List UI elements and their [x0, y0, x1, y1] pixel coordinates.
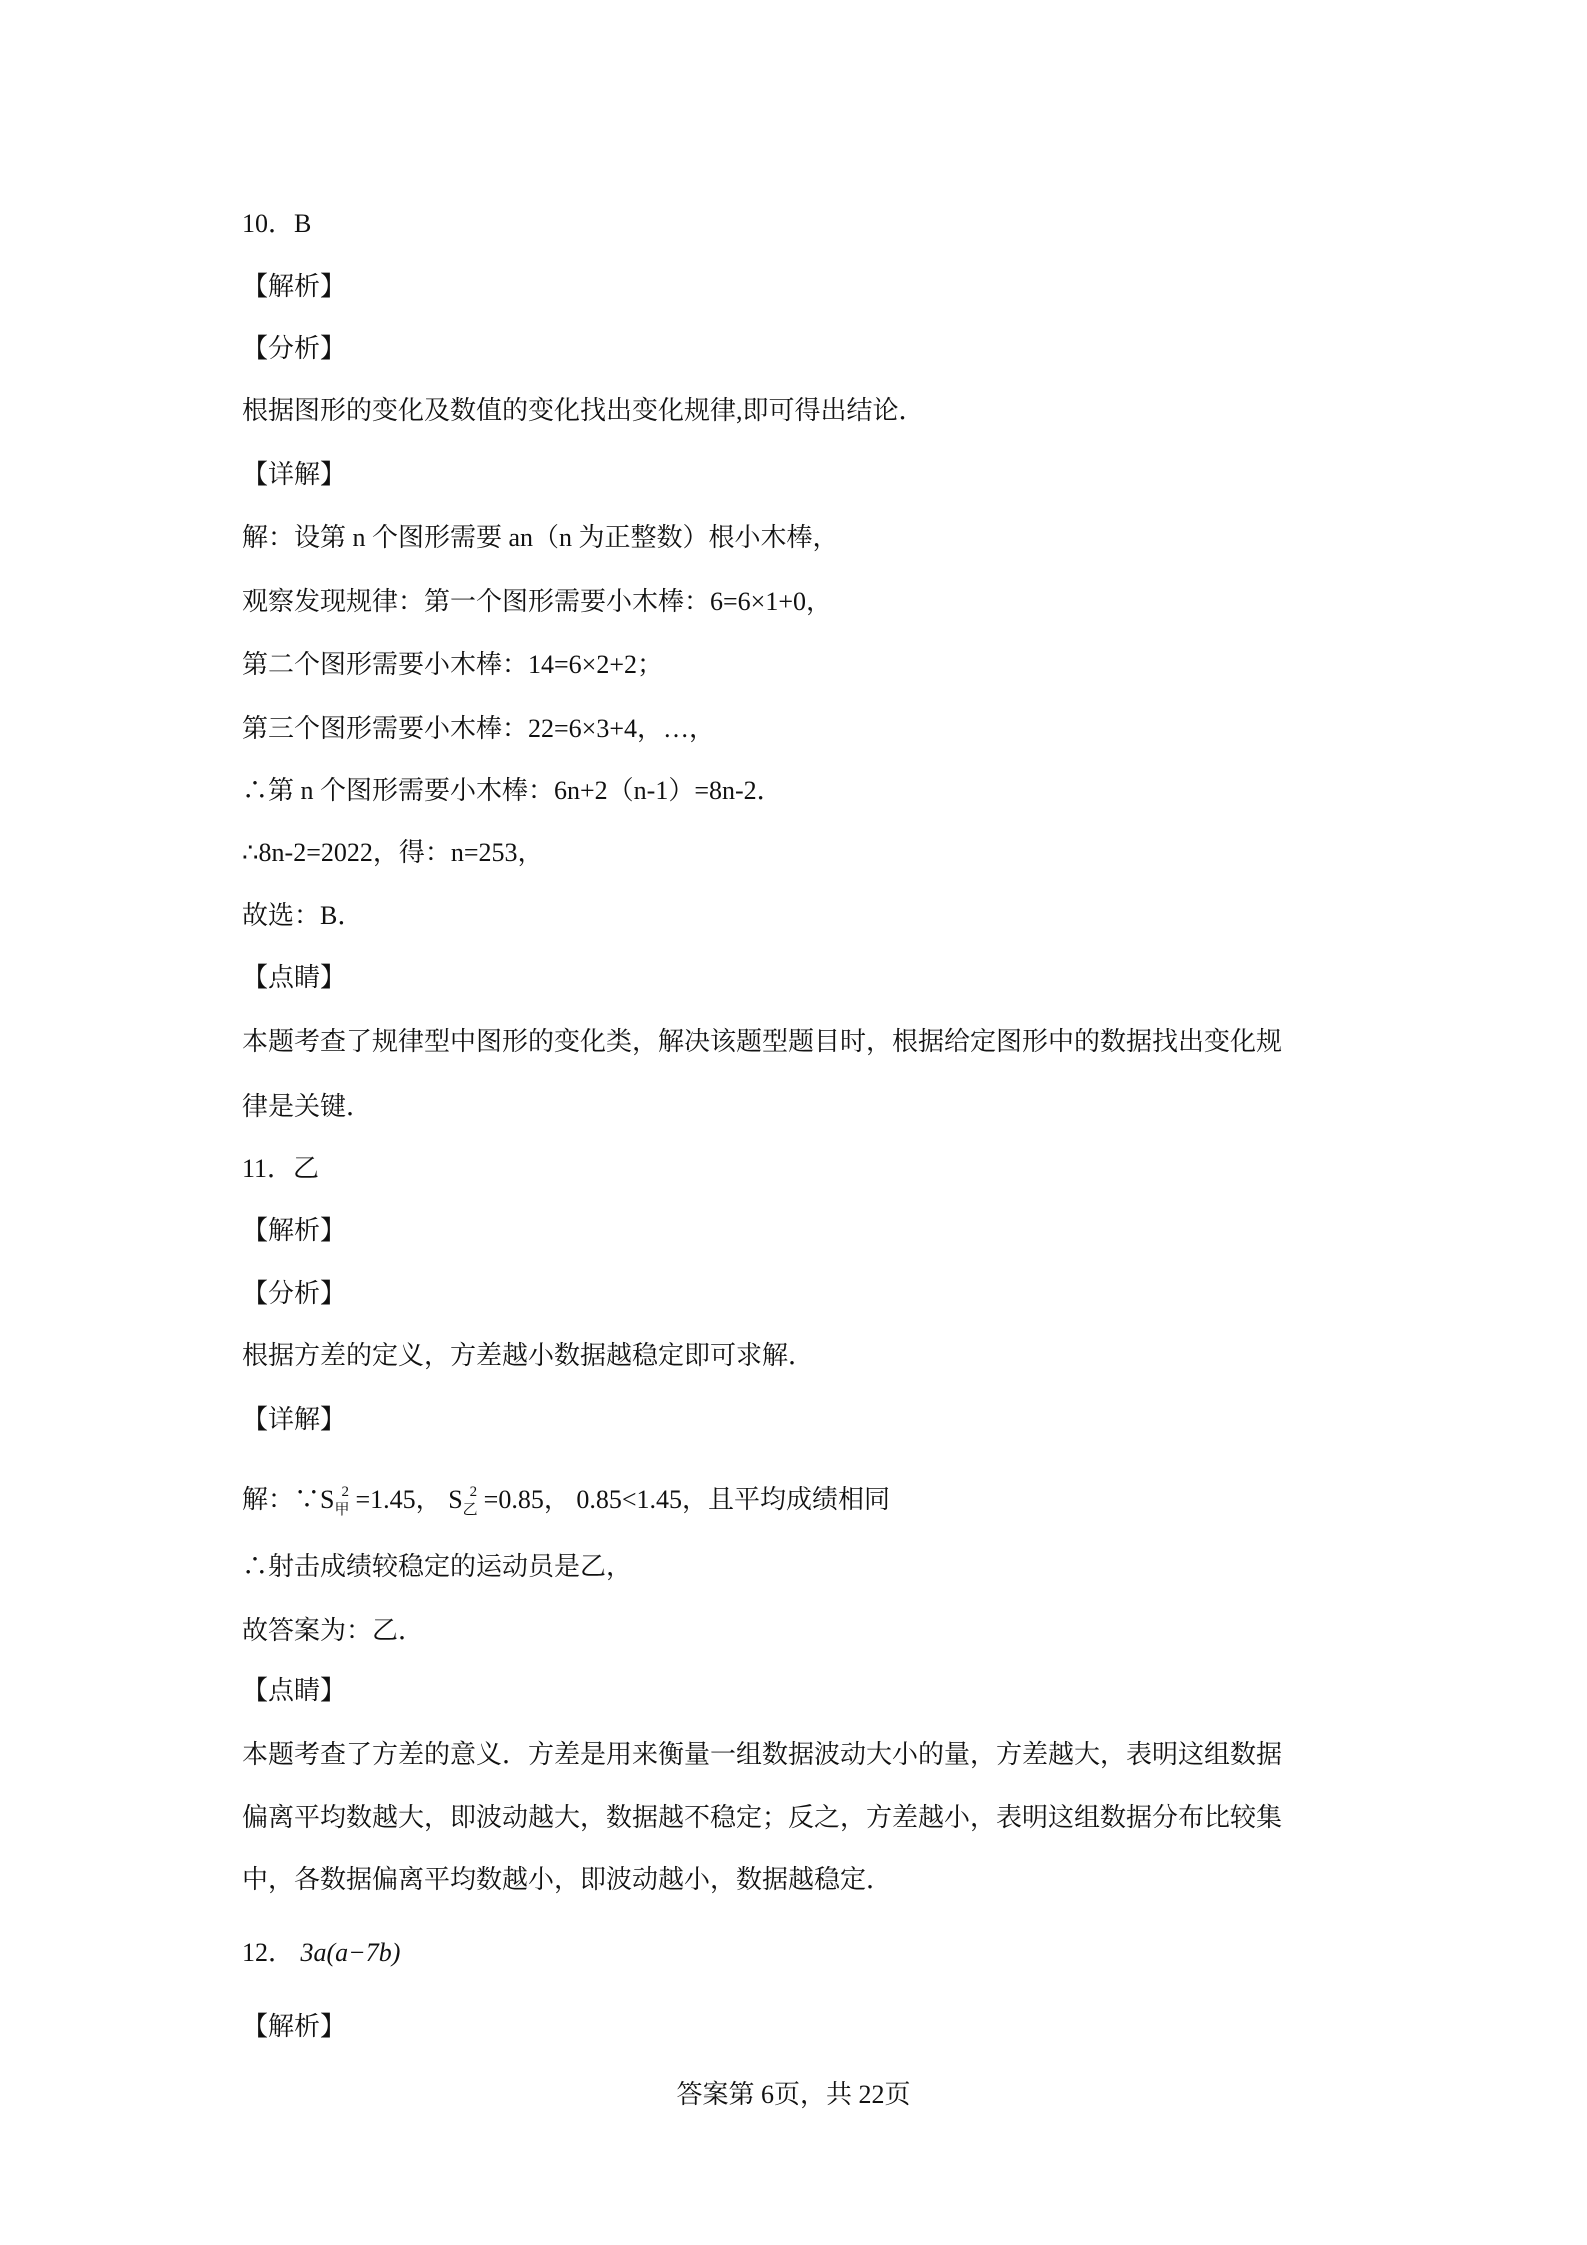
- q10-dianjing-line-1: 本题考查了规律型中图形的变化类，解决该题型题目时，根据给定图形中的数据找出变化规: [242, 1027, 1283, 1056]
- formula-prefix: 解：∵: [242, 1485, 321, 1514]
- q10-dianjing-line-2: 律是关键．: [242, 1092, 373, 1121]
- s-yi-subscript: 乙: [462, 1502, 478, 1518]
- s-jia-superscript: 2: [341, 1484, 349, 1500]
- q10-tag-xiangjie: 【详解】: [242, 460, 347, 489]
- q11-tag-fenxi: 【分析】: [242, 1279, 347, 1308]
- s-jia-subscript: 甲: [334, 1502, 350, 1518]
- q11-dianjing-line-1: 本题考查了方差的意义．方差是用来衡量一组数据波动大小的量，方差越大，表明这组数据: [242, 1740, 1283, 1769]
- formula-sep-1: ，: [415, 1485, 442, 1514]
- s-jia-value: =1.45: [355, 1485, 416, 1514]
- q12-tag-jiexi: 【解析】: [242, 2012, 347, 2041]
- formula-suffix: ，且平均成绩相同: [682, 1485, 891, 1514]
- q11-answer: 11．乙: [242, 1154, 320, 1183]
- q10-answer: 10．B: [242, 209, 312, 238]
- q11-xiangjie-line-1: ∴射击成绩较稳定的运动员是乙，: [242, 1552, 633, 1581]
- q10-tag-fenxi: 【分析】: [242, 334, 347, 363]
- q10-xiangjie-line-7: 故选：B．: [242, 901, 364, 930]
- q10-fenxi-text: 根据图形的变化及数值的变化找出变化规律,即可得出结论．: [242, 396, 925, 425]
- q10-xiangjie-line-5: ∴第 n 个图形需要小木棒：6n+2（n-1）=8n-2．: [242, 776, 783, 805]
- q10-xiangjie-line-6: ∴8n-2=2022，得：n=253，: [242, 838, 544, 867]
- q11-fenxi-text: 根据方差的定义，方差越小数据越稳定即可求解．: [242, 1341, 815, 1370]
- formula-comparison: 0.85<1.45: [576, 1485, 683, 1514]
- q10-xiangjie-line-2: 观察发现规律：第一个图形需要小木棒：6=6×1+0，: [242, 587, 832, 616]
- q10-xiangjie-line-1: 解：设第 n 个图形需要 an（n 为正整数）根小木棒，: [242, 523, 839, 552]
- q11-tag-xiangjie: 【详解】: [242, 1405, 347, 1434]
- s-yi-value: =0.85: [483, 1485, 544, 1514]
- q12-answer-expression: 3a(a−7b): [300, 1938, 401, 1967]
- page-footer: 答案第 6页，共 22页: [676, 2080, 911, 2109]
- q11-tag-dianjing: 【点睛】: [242, 1676, 347, 1705]
- q10-xiangjie-line-4: 第三个图形需要小木棒：22=6×3+4，…，: [242, 714, 715, 743]
- q12-answer-line: [242, 1936, 400, 1970]
- q12-number: 12．: [242, 1938, 295, 1967]
- q11-dianjing-line-3: 中，各数据偏离平均数越小，即波动越小，数据越稳定．: [242, 1865, 893, 1894]
- q10-xiangjie-line-3: 第二个图形需要小木棒：14=6×2+2；: [242, 650, 663, 679]
- s-jia-symbol: S: [320, 1485, 335, 1514]
- q11-dianjing-line-2: 偏离平均数越大，即波动越大，数据越不稳定；反之，方差越小，表明这组数据分布比较集: [242, 1803, 1283, 1832]
- q11-variance-formula: [242, 1475, 890, 1527]
- q10-tag-jiexi: 【解析】: [242, 272, 347, 301]
- q11-xiangjie-line-2: 故答案为：乙．: [242, 1616, 425, 1645]
- q10-tag-dianjing: 【点睛】: [242, 963, 347, 992]
- s-yi-superscript: 2: [469, 1484, 478, 1500]
- s-yi-symbol: S: [448, 1485, 463, 1514]
- q11-tag-jiexi: 【解析】: [242, 1216, 347, 1245]
- formula-sep-2: ，: [543, 1485, 570, 1514]
